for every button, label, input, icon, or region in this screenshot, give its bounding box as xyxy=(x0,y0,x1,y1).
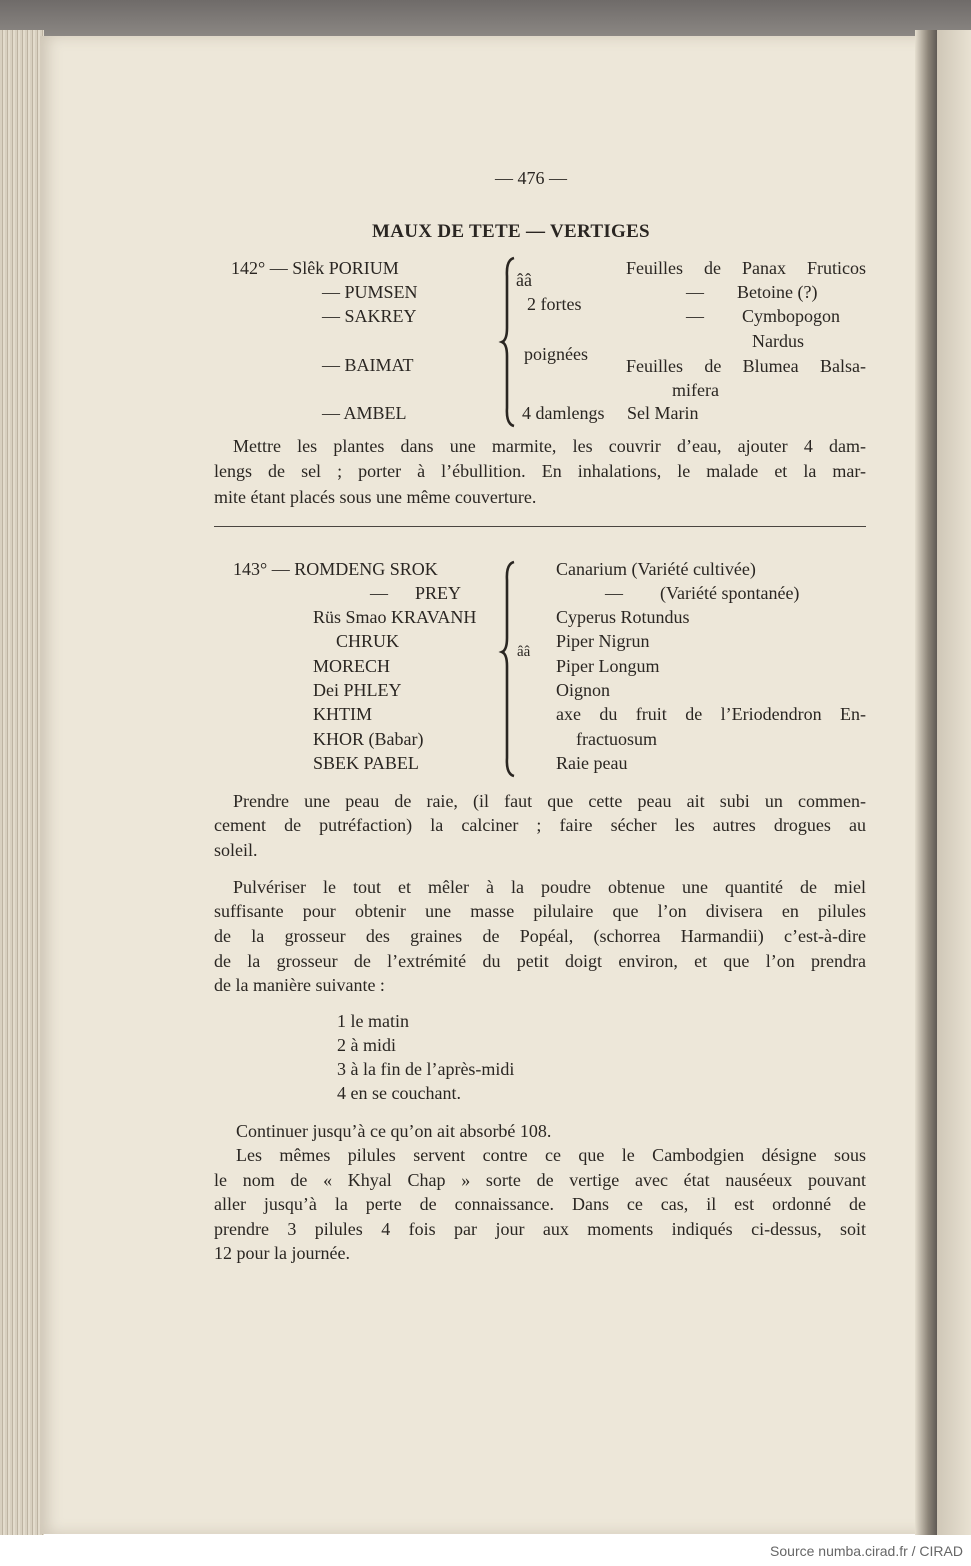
scan-background xyxy=(0,0,971,40)
ingredient-khmer: KHOR (Babar) xyxy=(313,729,424,749)
plant-name: Sel Marin xyxy=(627,403,699,423)
paragraph-line: le nom de « Khyal Chap » sorte de vertige avec état nauséeux pouvant xyxy=(214,1170,866,1190)
plant-name: (Variété spontanée) xyxy=(660,583,800,603)
source-credit: Source numba.cirad.fr / CIRAD xyxy=(770,1543,963,1559)
paragraph-line: cement de putréfaction) la calciner ; faire sécher les autres drogues au xyxy=(214,815,866,835)
plant-name: Feuilles de Panax Fruticos xyxy=(626,258,866,278)
plant-name: Piper Nigrun xyxy=(556,631,650,651)
plant-name: fractuosum xyxy=(576,729,657,749)
ingredient-khmer: — SAKREY xyxy=(322,306,417,326)
paragraph-line: Prendre une peau de raie, (il faut que cette peau ait subi un commen- xyxy=(233,791,866,811)
plant-name: Raie peau xyxy=(556,753,628,773)
quantity-label: poignées xyxy=(524,344,588,364)
facing-page xyxy=(937,30,971,1535)
plant-name: Feuilles de Blumea Balsa- xyxy=(626,356,866,376)
plant-name: Cymbopogon xyxy=(742,306,841,326)
paragraph-line: Les mêmes pilules servent contre ce que le Cambodgien désigne sous xyxy=(236,1145,866,1165)
ingredient-khmer: PREY xyxy=(415,583,462,603)
brace-143 xyxy=(500,560,520,778)
paragraph-line: Continuer jusqu’à ce qu’on ait absorbé 108. xyxy=(236,1121,552,1141)
ingredient-khmer: — AMBEL xyxy=(322,403,407,423)
page-edges xyxy=(0,30,44,1535)
page-number: — 476 — xyxy=(495,168,567,188)
plant-name: axe du fruit de l’Eriodendron En- xyxy=(556,704,866,724)
paragraph-line: Mettre les plantes dans une marmite, les couvrir d’eau, ajouter 4 dam- xyxy=(233,436,866,456)
ingredient-khmer: KHTIM xyxy=(313,704,372,724)
quantity-label: ââ xyxy=(517,644,531,660)
quantity-label: 2 fortes xyxy=(527,294,582,314)
ditto-dash: — xyxy=(686,282,704,302)
schedule-item: 1 le matin xyxy=(337,1011,409,1031)
plant-name: Piper Longum xyxy=(556,656,660,676)
paragraph-line: de la grosseur de l’extrémité du petit doigt environ, et que l’on prendra xyxy=(214,951,866,971)
plant-name: Nardus xyxy=(752,331,804,351)
ditto-dash: — xyxy=(605,583,623,603)
quantity-label: 4 damlengs xyxy=(522,403,605,423)
paragraph-line: de la manière suivante : xyxy=(214,975,385,995)
section-divider xyxy=(214,526,866,527)
ingredient-khmer: Rüs Smao KRAVANH xyxy=(313,607,477,627)
book-gutter xyxy=(915,30,937,1535)
paragraph-line: suffisante pour obtenir une masse pilulaire que l’on divisera en pilules xyxy=(214,901,866,921)
section-title: MAUX DE TETE — VERTIGES xyxy=(372,221,650,242)
ditto-dash: — xyxy=(686,306,704,326)
plant-name: Oignon xyxy=(556,680,610,700)
ingredient-khmer: Dei PHLEY xyxy=(313,680,402,700)
schedule-item: 2 à midi xyxy=(337,1035,396,1055)
ingredient-khmer: CHRUK xyxy=(336,631,400,651)
paragraph-line: de la grosseur des graines de Popéal, (schorrea Harmandii) c’est-à-dire xyxy=(214,926,866,946)
ingredient-khmer: 142° — Slêk PORIUM xyxy=(231,258,399,278)
ditto-dash: — xyxy=(370,583,388,603)
ingredient-khmer: — PUMSEN xyxy=(322,282,418,302)
plant-name: mifera xyxy=(672,380,719,400)
paragraph-line: prendre 3 pilules 4 fois par jour aux moments indiqués ci-dessus, soit xyxy=(214,1219,866,1239)
paragraph-line: lengs de sel ; porter à l’ébullition. En inhalations, le malade et la mar- xyxy=(214,461,866,481)
ingredient-khmer: 143° — ROMDENG SROK xyxy=(233,559,438,579)
paragraph-line: soleil. xyxy=(214,840,258,860)
schedule-item: 3 à la fin de l’après-midi xyxy=(337,1059,515,1079)
paragraph-line: Pulvériser le tout et mêler à la poudre obtenue une quantité de miel xyxy=(233,877,866,897)
plant-name: Cyperus Rotundus xyxy=(556,607,690,627)
quantity-label: ââ xyxy=(516,270,532,290)
plant-name: Canarium (Variété cultivée) xyxy=(556,559,756,579)
ingredient-khmer: — BAIMAT xyxy=(322,355,414,375)
schedule-item: 4 en se couchant. xyxy=(337,1083,461,1103)
paragraph-line: mite étant placés sous une même couverture. xyxy=(214,487,537,507)
plant-name: Betoine (?) xyxy=(737,282,818,302)
ingredient-khmer: SBEK PABEL xyxy=(313,753,419,773)
paragraph-line: 12 pour la journée. xyxy=(214,1243,350,1263)
ingredient-khmer: MORECH xyxy=(313,656,391,676)
paragraph-line: aller jusqu’à la perte de connaissance. Dans ce cas, il est ordonné de xyxy=(214,1194,866,1214)
